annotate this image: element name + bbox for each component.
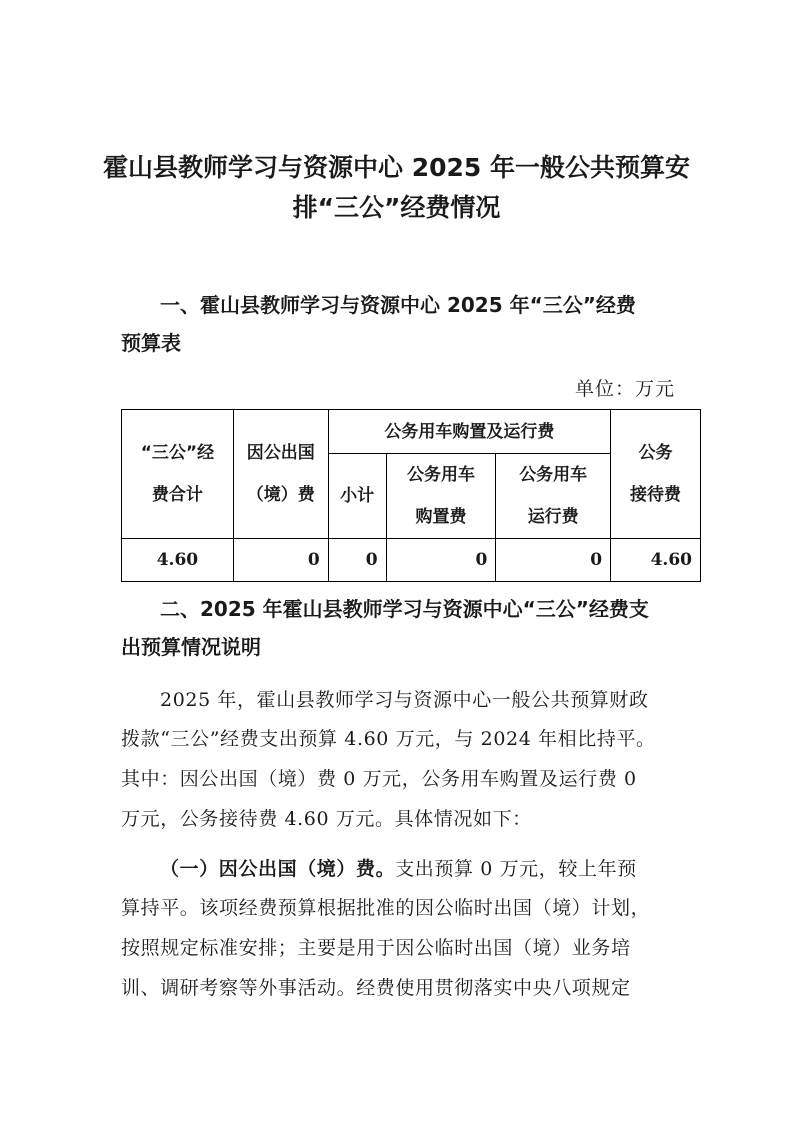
paragraph-2-lead: （一）因公出国（境）费。 bbox=[160, 858, 396, 880]
header-reception-line-1: 公务 bbox=[638, 443, 673, 463]
header-vehicle-purchase-line-1: 公务用车 bbox=[406, 465, 475, 485]
section-1-heading-continued: 预算表 bbox=[121, 331, 181, 355]
unit-label: 单位：万元 bbox=[574, 378, 675, 400]
header-vehicle-group: 公务用车购置及运行费 bbox=[328, 410, 610, 454]
paragraph-1-line-1: 2025 年，霍山县教师学习与资源中心一般公共预算财政 bbox=[160, 689, 649, 711]
cell-overseas: 0 bbox=[233, 539, 328, 582]
document-title-line-2: 排“三公”经费情况 bbox=[292, 193, 501, 222]
header-total-line-1: “三公”经 bbox=[140, 443, 215, 463]
header-vehicle-operation-line-2: 运行费 bbox=[527, 507, 579, 527]
paragraph-2-line-2: 算持平。该项经费预算根据批准的因公临时出国（境）计划， bbox=[121, 897, 651, 919]
header-vehicle-purchase-line-2: 购置费 bbox=[415, 507, 467, 527]
header-vehicle-operation-line-1: 公务用车 bbox=[519, 465, 588, 485]
paragraph-2-line-4: 训、调研考察等外事活动。经费使用贯彻落实中央八项规定 bbox=[121, 977, 631, 999]
paragraph-2-line-1-text: 支出预算 0 万元，较上年预 bbox=[395, 858, 637, 880]
paragraph-1-line-4: 万元，公务接待费 4.60 万元。具体情况如下： bbox=[121, 808, 532, 830]
cell-vehicle-purchase: 0 bbox=[386, 539, 496, 582]
three-public-expenses-table bbox=[121, 409, 701, 582]
paragraph-1-line-3: 其中：因公出国（境）费 0 万元，公务用车购置及运行费 0 bbox=[121, 768, 637, 790]
header-overseas bbox=[233, 410, 328, 539]
cell-subtotal: 0 bbox=[328, 539, 386, 582]
section-1-heading: 一、霍山县教师学习与资源中心 2025 年“三公”经费 bbox=[160, 293, 636, 317]
header-reception bbox=[611, 410, 701, 539]
header-total-line-2: 费合计 bbox=[151, 485, 203, 505]
paragraph-2-line-1 bbox=[160, 854, 637, 881]
table-header-row-1 bbox=[122, 410, 701, 454]
cell-total: 4.60 bbox=[122, 539, 234, 582]
cell-reception: 4.60 bbox=[611, 539, 701, 582]
header-reception-line-2: 接待费 bbox=[630, 485, 682, 505]
header-vehicle-operation bbox=[496, 454, 611, 539]
header-vehicle-purchase bbox=[386, 454, 496, 539]
header-total bbox=[122, 410, 234, 539]
header-overseas-line-2: （境）费 bbox=[246, 485, 315, 505]
cell-vehicle-operation: 0 bbox=[496, 539, 611, 582]
section-2-heading: 二、2025 年霍山县教师学习与资源中心“三公”经费支 bbox=[160, 597, 649, 621]
paragraph-1-line-2: 拨款“三公”经费支出预算 4.60 万元，与 2024 年相比持平。 bbox=[121, 728, 656, 750]
table-row bbox=[122, 539, 701, 582]
document-title-line-1: 霍山县教师学习与资源中心 2025 年一般公共预算安 bbox=[103, 153, 690, 182]
header-overseas-line-1: 因公出国 bbox=[246, 443, 315, 463]
header-subtotal: 小计 bbox=[328, 454, 386, 539]
section-2-heading-continued: 出预算情况说明 bbox=[121, 635, 261, 659]
paragraph-2-line-3: 按照规定标准安排；主要是用于因公临时出国（境）业务培 bbox=[121, 937, 631, 959]
